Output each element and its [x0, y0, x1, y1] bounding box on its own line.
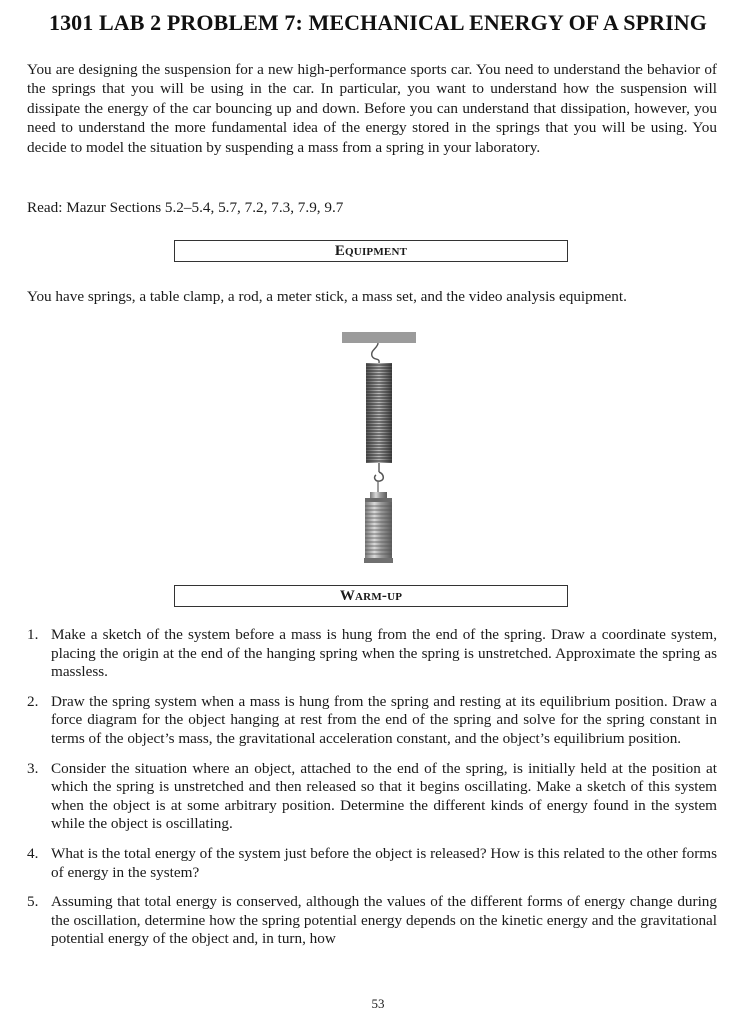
warmup-heading: Warm-up: [174, 585, 568, 607]
item-text: Make a sketch of the system before a mass is hung from the end of the spring. Draw a coordinate system, placing the origin at the end of the hanging spring when the spring is unstretched. Approximate the spring as massless.: [51, 626, 717, 681]
warmup-list: [27, 626, 717, 960]
list-item: [27, 760, 717, 834]
equipment-paragraph: You have springs, a table clamp, a rod, a meter stick, a mass set, and the video analysis equipment.: [27, 288, 627, 305]
spring-mass-figure: [330, 330, 430, 570]
intro-paragraph: You are designing the suspension for a new high-performance sports car. You need to understand the behavior of the springs that you will be using in the car. In particular, you want to understand how the suspension will dissipate the energy of the car bouncing up and down. Before you can understand that dissipation, however, you need to understand the more fundamental idea of the energy stored in the springs that you will be using. You decide to model the situation by suspending a mass from a spring in your laboratory.: [27, 61, 717, 156]
item-number: 4.: [27, 844, 39, 862]
list-item: [27, 845, 717, 882]
item-text: Assuming that total energy is conserved, although the values of the different forms of energy change during the oscillation, determine how the spring potential energy depends on the kinetic energy and the gravitational potential energy of the object and, in turn, how: [51, 893, 717, 948]
reading-assignment: Read: Mazur Sections 5.2–5.4, 5.7, 7.2, 7.3, 7.9, 9.7: [27, 199, 344, 216]
item-text: Draw the spring system when a mass is hung from the spring and resting at its equilibrium position. Draw a force diagram for the object hanging at rest from the end of the spring and solve for the spring constant in terms of the object’s mass, the gravitational acceleration constant, and the object’s equilibrium position.: [51, 692, 717, 747]
list-item: [27, 626, 717, 682]
item-text: Consider the situation where an object, attached to the end of the spring, is initially held at the position at which the spring is unstretched and then released so that it begins oscillating. Make a sketch of this system when the object is at some arbitrary position. Determine the different kinds of energy found in the system while the object is oscillating.: [51, 759, 717, 833]
list-item: [27, 893, 717, 949]
page-number: 53: [371, 996, 385, 1011]
equipment-heading: Equipment: [174, 240, 568, 262]
item-number: 5.: [27, 893, 39, 911]
item-number: 2.: [27, 692, 39, 710]
item-text: What is the total energy of the system just before the object is released? How is this related to the other forms of energy in the system?: [51, 844, 717, 881]
spring-with-hanging-mass-icon: [330, 330, 430, 570]
item-number: 1.: [27, 626, 39, 643]
list-item: [27, 693, 717, 749]
item-number: 3.: [27, 759, 39, 777]
page-title: 1301 LAB 2 PROBLEM 7: MECHANICAL ENERGY OF A SPRING: [48, 10, 708, 35]
